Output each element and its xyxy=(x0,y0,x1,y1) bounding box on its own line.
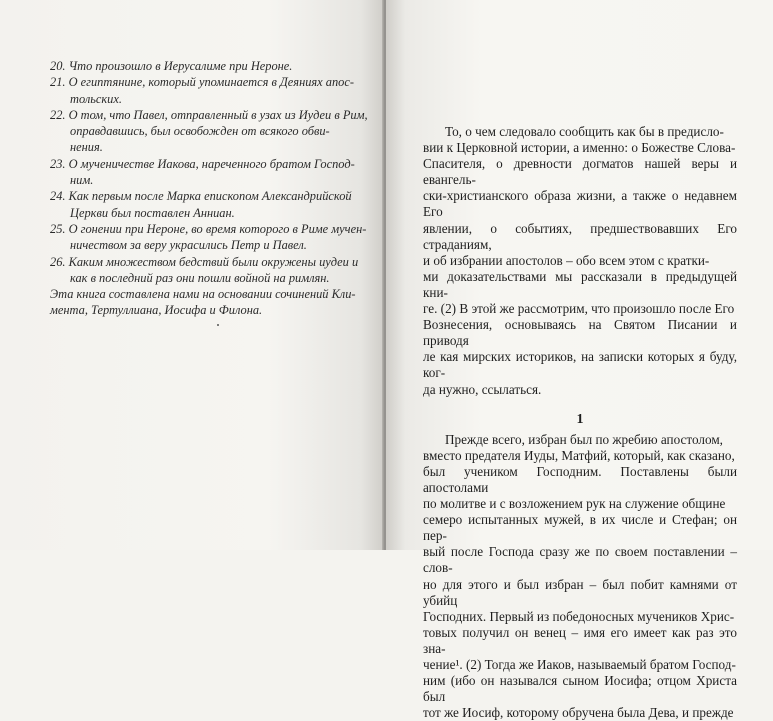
text-line: ним (ибо он назывался сыном Иосифа; отцом Христа был xyxy=(423,673,737,705)
text-line: по молитве и с возложением рук на служение общине xyxy=(423,496,726,512)
toc-note xyxy=(50,286,374,319)
toc-line: как в последний раз они пошли войной на римлян. xyxy=(70,270,330,285)
text-line: вии к Церковной истории, а именно: о Божестве Слова- xyxy=(423,140,736,156)
toc-line: 20. Что произошло в Иерусалиме при Нероне. xyxy=(50,59,293,73)
toc-line: 21. О египтянине, который упоминается в Деяниях апос- xyxy=(50,75,354,90)
text-line: Господних. Первый из победоносных мучеников Хрис- xyxy=(423,608,735,624)
text-line: семеро испытанных мужей, в их числе и Стефан; он пер- xyxy=(423,512,737,544)
toc-entry xyxy=(50,254,374,287)
toc-line: 26. Каким множеством бедствий были окружены иудеи и xyxy=(50,254,359,269)
toc-entry xyxy=(50,188,374,221)
text-line: вый после Господа сразу же по своем поставлении – слов- xyxy=(423,544,737,576)
text-line: Спасителя, о древности догматов нашей веры и евангель- xyxy=(423,156,737,188)
chapter-paragraph xyxy=(423,432,737,721)
chapter-number: 1 xyxy=(576,411,584,427)
toc-line: оправдавшись, был освобожден от всякого обви- xyxy=(70,124,330,139)
text-line: но для этого и был избран – был побит камнями от убийц xyxy=(423,576,737,608)
toc-line: нения. xyxy=(70,140,103,155)
toc-line: 22. О том, что Павел, отправленный в узах из Иудеи в Рим, xyxy=(50,107,368,122)
text-line: Прежде всего, избран был по жребию апостолом, xyxy=(445,431,723,447)
text-line: То, о чем следовало сообщить как бы в предисло- xyxy=(445,124,724,139)
toc-line: ничеством за веру украсились Петр и Павел. xyxy=(70,238,307,253)
text-line: и об избрании апостолов – обо всем этом с кратки- xyxy=(423,252,710,268)
toc-entry xyxy=(50,74,374,107)
toc-note-line: мента, Тертуллиана, Иосифа и Филона. xyxy=(50,303,263,318)
text-line: был учеником Господним. Поставлены были апостолами xyxy=(423,463,737,495)
text-line: да нужно, ссылаться. xyxy=(423,381,542,397)
toc-entry xyxy=(50,58,374,74)
toc-line: 24. Как первым после Марка епископом Александрийской xyxy=(50,189,352,204)
intro-paragraph xyxy=(423,124,737,398)
toc-line: 23. О мученичестве Иакова, нареченного братом Господ- xyxy=(50,156,355,171)
text-line: вместо предателя Иуды, Матфий, который, как сказано, xyxy=(423,447,735,463)
page-mark xyxy=(217,324,219,326)
toc-entry xyxy=(50,156,374,189)
text-line: ге. (2) В этой же рассмотрим, что произошло после Его xyxy=(423,301,735,317)
text-line: Вознесения, основываясь на Святом Писании и приводя xyxy=(423,317,737,349)
toc-line: Церкви был поставлен Анниан. xyxy=(70,205,235,220)
toc-entry xyxy=(50,107,374,156)
left-page xyxy=(0,0,384,550)
text-line: ле кая мирских историков, на записки которых я буду, ког- xyxy=(423,349,737,381)
text-line: тот же Иосиф, которому обручена была Дева, и прежде xyxy=(423,705,734,721)
toc-note-line: Эта книга составлена нами на основании сочинений Кли- xyxy=(50,287,356,302)
text-line: чение¹. (2) Тогда же Иаков, называемый братом Господ- xyxy=(423,657,736,672)
text-line: товых получил он венец – имя его имеет как раз это зна- xyxy=(423,624,737,656)
main-text xyxy=(423,124,737,721)
table-of-contents xyxy=(50,58,374,319)
text-line: ски-христианского образа жизни, а также о недавнем Его xyxy=(423,188,737,220)
toc-line: 25. О гонении при Нероне, во время которого в Риме мучен- xyxy=(50,221,367,236)
toc-entry xyxy=(50,221,374,254)
text-line: ми доказательствами мы рассказали в предыдущей кни- xyxy=(423,268,737,300)
text-line: явлении, о событиях, предшествовавших Его страданиям, xyxy=(423,220,737,252)
toc-line: ним. xyxy=(70,173,94,188)
toc-line: тольских. xyxy=(70,91,122,106)
